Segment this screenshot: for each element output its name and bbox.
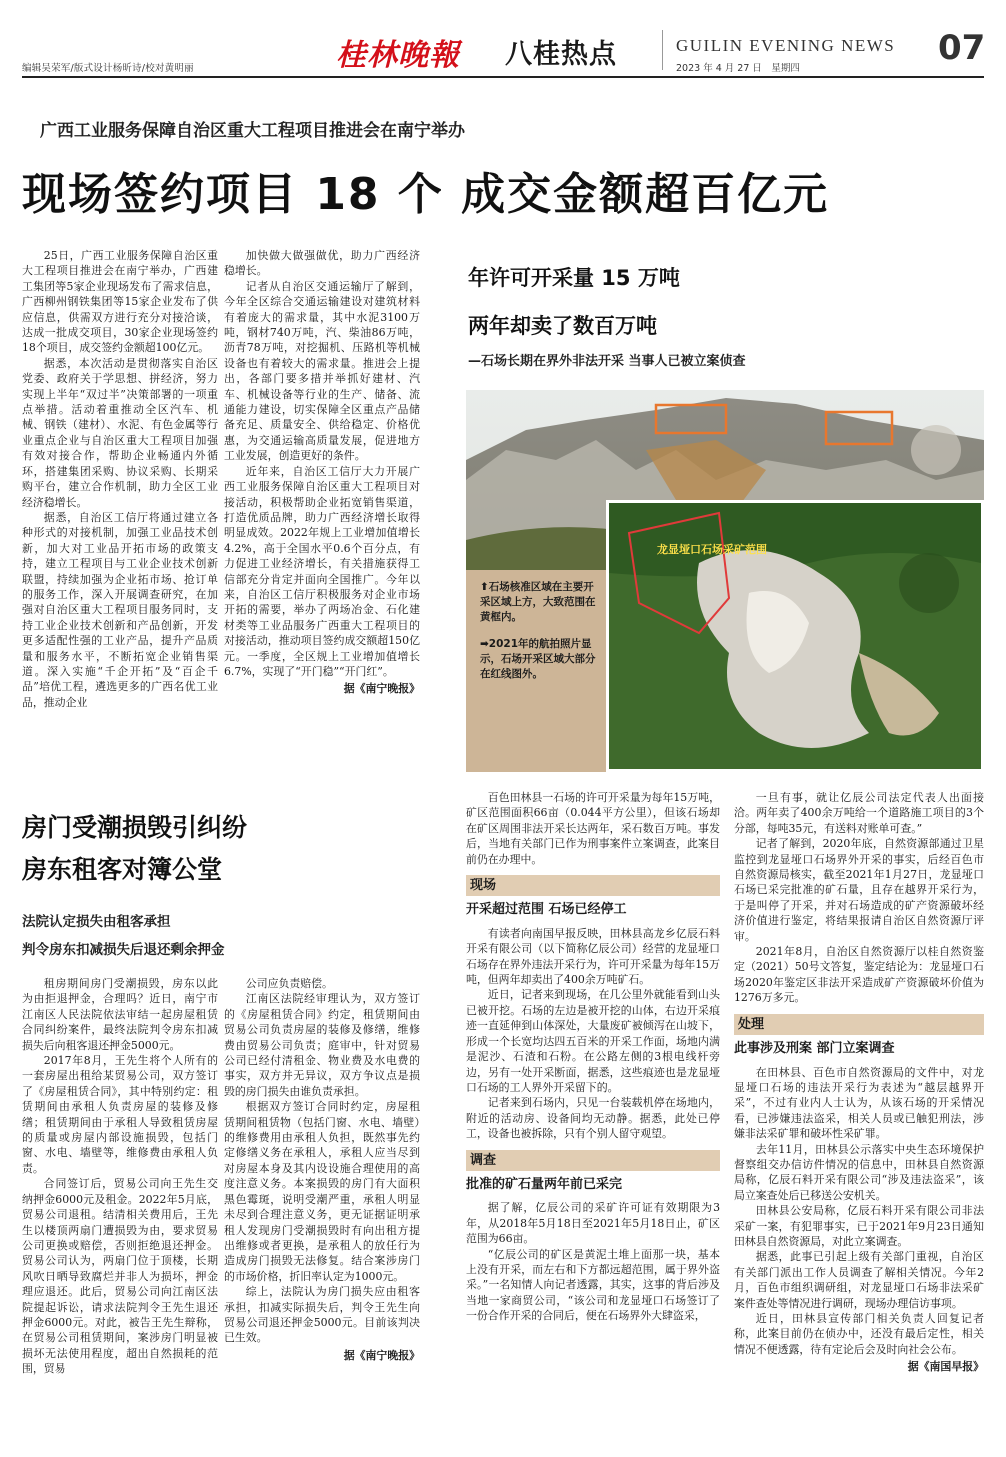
article2-headline-line1: 房门受潮损毁引纠纷 (22, 813, 248, 842)
article2-deck-line2: 判令房东扣减损失后退还剩余押金 (22, 942, 225, 958)
article3-column-1 (466, 790, 720, 1324)
paragraph: “亿辰公司的矿区是黄泥土堆上面那一块，基本上没有开采，而左右和下方都远超范围，属于界外盗采。”一名知情人向记者透露，其实，这事的背后涉及当地一家商贸公司，“该公司和龙显垭口石场签订了一份合作开采的合同后，便在石场界外大肆盗采， (466, 1247, 720, 1323)
paragraph: 据悉，本次活动是贯彻落实自治区党委、政府关于学思想、拼经济，努力实现上半年“双过半”决策部署的一项重点举措。活动着重推动全区汽车、机械、钢铁（建材）、水泥、有色金属等行业重点企业与自治区重大工程项目加强有效对接合作，帮助企业畅通内外循环，搭建集团采购、协议采购、长期采购平台，建立合作机制，助力全区工业经济稳增长。 (22, 356, 218, 509)
article1-column-1 (22, 248, 218, 710)
paragraph: 2017年8月，王先生将个人所有的一套房屋出租给某贸易公司，双方签订了《房屋租赁合同》，其中特别约定：租赁期间由承租人负责房屋的装修及修缮；租赁期间由于承租人导致租赁房屋的质量或房屋内部设施损毁，包括门窗、水电、墙壁等，维修费由承租人负责。 (22, 1054, 218, 1175)
paragraph: 有读者向南国早报反映，田林县高龙乡亿辰石料开采有限公司（以下简称亿辰公司）经营的龙显垭口石场存在界外违法开采行为，许可开采量为每年15万吨，但两年却卖出了400余万吨矿石。 (466, 926, 720, 987)
issue-date: 2023 年 4 月 27 日 星期四 (676, 63, 800, 74)
article3-headline-line1: 年许可开采量 15 万吨 (468, 266, 680, 290)
article2-headline-line2: 房东租客对簿公堂 (22, 855, 223, 884)
article3-headline-line2: 两年却卖了数百万吨 (468, 314, 657, 338)
section-subhead-investigation: 批准的矿石量两年前已采完 (466, 1176, 623, 1192)
paragraph: 江南区法院经审理认为，双方签订的《房屋租赁合同》约定，租赁期间由贸易公司负责房屋的装修及修缮，维修费由贸易公司负责；庭审中，针对贸易公司已经付清租金、物业费及水电费的事实，双方并无异议，双方争议点是损毁的房门损失由谁负责承担。 (224, 992, 420, 1098)
paragraph: 百色田林县一石场的许可开采量为每年15万吨，矿区范围面积66亩（0.044平方公里），但该石场却在矿区周围非法开采长达两年，采石数百万吨。事发后，当地有关部门已作为刑事案件立案调查，此案目前仍在办理中。 (466, 791, 720, 866)
article1-source: 据《南宁晚报》 (343, 682, 420, 696)
article2-column-2 (224, 976, 420, 1363)
editor-credits: 编辑吴荣军/版式设计杨昕诗/校对黄明丽 (22, 63, 194, 74)
paragraph: 公司应负责赔偿。 (245, 977, 333, 990)
paragraph: 近年来，自治区工信厅大力开展广西工业服务保障自治区重大工程项目对接活动，积极帮助企业拓宽销售渠道，打造优质品牌，助力广西经济增长取得明显成效。2022年规上工业增加值增长4.2%，高于全国水平0.6个百分点，有力促进工业经济增长，有关措施获得工信部充分肯定并面向全国推广。今年以来，自治区工信厅积极服务对企业市场开拓的需要，举办了两场冶金、石化建材类等工业品服务广西重大工程项目的对接活动，推动项目签约成交额超150亿元。一季度，全区规上工业增加值增长6.7%，实现了“开门稳”“开门红”。 (224, 464, 420, 678)
paragraph: 合同签订后，贸易公司向王先生交纳押金6000元及租金。2022年5月底，贸易公司退租。结清相关费用后，王先生以楼顶两扇门遭损毁为由，要求贸易公司更换或赔偿，否则拒绝退还押金。贸易公司认为，两扇门位于顶楼，长期风吹日晒导致腐烂并非人为损坏，押金理应退还。此后，贸易公司向江南区法院提起诉讼，请求法院判令王先生退还押金6000元。对此，被告王先生辩称，在贸易公司租赁期间，案涉房门明显被损坏无法使用程度，超出自然损耗的范围，贸易 (22, 1177, 218, 1376)
paragraph: 综上，法院认为房门损失应由租客承担，扣减实际损失后，判令王先生向贸易公司退还押金5000元。目前该判决已生效。 (224, 1285, 420, 1345)
section-label-investigation: 调查 (466, 1150, 720, 1171)
article2-column-1 (22, 976, 218, 1377)
masthead-divider (662, 30, 663, 70)
paragraph: 租房期间房门受潮损毁，房东以此为由拒退押金，合理吗？近日，南宁市江南区人民法院依法审结一起房屋租赁合同纠纷案件，最终法院判令房东扣减损失后向租客退还押金5000元。 (22, 977, 218, 1052)
article3-source: 据《南国早报》 (907, 1360, 984, 1374)
paragraph: 记者了解到，2020年底，自然资源部通过卫星监控到龙显垭口石场界外开采的事实，后经百色市自然资源局核实，截至2021年1月27日，龙显垭口石场已采完批准的矿石量，且存在越界开采行为，于是叫停了开采，并对石场造成的矿产资源破坏经济价值进行鉴定，将结果报请自治区自然资源厅评审。 (734, 837, 984, 943)
section-title: 八桂热点 (505, 39, 617, 70)
paragraph: 在田林县、百色市自然资源局的文件中，对龙显垭口石场的违法开采行为表述为“越层越界开采”，不过有业内人士认为，从该石场的开采情况看，已涉嫌违法盗采，相关人员或已触犯刑法，涉嫌非法采矿罪和破坏性采矿罪。 (734, 1065, 984, 1141)
paragraph: 记者来到石场内，只见一台装载机停在场地内，附近的活动房、设备间均无动静。据悉，此处已停工，设备也被拆除，只有个别人留守观望。 (466, 1096, 720, 1141)
paragraph: 根据双方签订合同时约定，房屋租赁期间租赁物（包括门窗、水电、墙壁）的维修费用由承租人负担，既然事先约定修缮义务在承租人，承租人应当尽到对房屋本身及其内设设施合理使用的高度注意义务。本案损毁的房门有大面积黑色霉斑，说明受潮严重，承租人明显未尽到合理注意义务，更无证据证明承租人发现房门受潮损毁时有向出租方提出维修或者更换，是承租人的放任行为造成房门损毁无法修复。结合案涉房门的市场价格，折旧率认定为1000元。 (224, 1100, 420, 1283)
paragraph: 记者从自治区交通运输厅了解到，今年全区综合交通运输建设对建筑材料有着庞大的需求量，其中水泥3100万吨，钢材740万吨，汽、柴油86万吨，沥青78万吨，对挖掘机、压路机等机械设备也有着较大的需求量。推进会上提出，各部门要多措并举抓好建材、汽车、机械设备等行业的生产、储备、流通能力建设，切实保障全区重点产品储备充足、质量安全、供给稳定、价格优惠，为交通运输高质量发展，促进地方工业发展，创造更好的条件。 (224, 279, 420, 463)
paragraph: 去年11月，田林县公示落实中央生态环境保护督察组交办信访件情况的信息中，田林县自然资源局称，亿辰石料开采有限公司“涉及违法盗采”，该局立案查处后已移送公安机关。 (734, 1142, 984, 1202)
paragraph: 据了解，亿辰公司的采矿许可证有效期限为3年，从2018年5月18日至2021年5月18日止，矿区范围为66亩。 (466, 1201, 720, 1246)
inset-boundary-label: 龙显垭口石场采矿范围 (657, 543, 767, 556)
photo-caption-2: ➡2021年的航拍照片显示，石场开采区域大部分在红线图外。 (480, 638, 596, 680)
aerial-photo-inset (606, 500, 984, 772)
section-label-scene: 现场 (466, 875, 720, 896)
paragraph: 25日，广西工业服务保障自治区重大工程项目推进会在南宁举办，广西建工集团等5家企业现场发布了需求信息，广西柳州钢铁集团等15家企业发布了供应信息，供需双方进行充分对接洽谈，达成一批成交项目，30家企业现场签约18个项目，成交签约金额超100亿元。 (22, 249, 218, 355)
article3-deck: —石场长期在界外非法开采 当事人已被立案侦查 (468, 354, 746, 369)
masthead-rule (22, 76, 984, 78)
photo-caption-box (466, 570, 606, 772)
article2-source: 据《南宁晚报》 (343, 1348, 420, 1362)
newspaper-english-name: GUILIN EVENING NEWS (676, 36, 896, 55)
paragraph: 加快做大做强做优，助力广西经济稳增长。 (224, 249, 420, 278)
section-subhead-scene: 开采超过范围 石场已经停工 (466, 902, 627, 918)
paragraph: 一旦有事，就让亿辰公司法定代表人出面接洽。两年卖了400余万吨给一个道路施工项目的3个分部，每吨35元，有送料对账单可查。” (734, 791, 984, 835)
section-subhead-handling: 此事涉及刑案 部门立案调查 (734, 1041, 895, 1057)
article1-kicker: 广西工业服务保障自治区重大工程项目推进会在南宁举办 (40, 121, 465, 141)
paragraph: 据悉，自治区工信厅将通过建立各种形式的对接机制，加强工业品技术创新，加大对工业品开拓市场的政策支持，建立工程项目与工业企业技术创新联盟，持续加强为企业拓市场、抢订单的服务工作，深入开展调查研究，在加强对自治区重大工程项目服务同时，支持工业企业技术创新和产品创新，开发更多适配性强的工业产品，提升产品质量和服务水平，不断拓宽企业销售渠道。深入实施“千企开拓”及“百企千品”培优工程，遴选更多的广西名优工业品，推动企业 (22, 510, 218, 709)
paragraph: 田林县公安局称，亿辰石料开采有限公司非法采矿一案，有犯罪事实，已于2021年9月23日通知田林县自然资源局，对此立案调查。 (734, 1204, 984, 1248)
paragraph: 近日，田林县宣传部门相关负责人回复记者称，此案目前仍在侦办中，还没有最后定性，相关情况不便透露，待有定论后会及时向社会公布。 (734, 1312, 984, 1356)
article2-deck-line1: 法院认定损失由租客承担 (22, 914, 171, 930)
section-label-handling: 处理 (734, 1014, 984, 1035)
article3-column-2 (734, 790, 984, 1375)
photo-caption-1: ⬆石场核准区域在主要开采区域上方，大致范围在黄框内。 (480, 581, 596, 623)
paragraph: 近日，记者来到现场，在几公里外就能看到山头已被开挖。石场的左边是被开挖的山体，右边开采痕迹一直延伸到山体深处，大量废矿被倾泻在山坡下，形成一个长宽均达四五百米的开采工作面，场地内满是泥沙、石渣和石粉。在公路左侧的3根电线杆旁边，另有一处开采断面，据悉，这些痕迹也是龙显垭口石场的工人界外开采留下的。 (466, 988, 720, 1094)
article1-column-2 (224, 248, 420, 697)
aerial-photo-graphic (609, 503, 981, 769)
newspaper-logo: 桂林晚報 (336, 38, 460, 73)
paragraph: 据悉，此事已引起上级有关部门重视，自治区有关部门派出工作人员调查了解相关情况。今年2月，百色市组织调研组，对龙显垭口石场非法采矿案件查处等情况进行调研，现场办理信访事项。 (734, 1250, 984, 1310)
article1-headline: 现场签约项目 18 个 成交金额超百亿元 (22, 169, 830, 220)
paragraph: 2021年8月，自治区自然资源厅以桂自然资鉴定（2021）50号文答复，鉴定结论为：龙显垭口石场2020年鉴定区非法开采造成矿产资源破坏价值为1276万多元。 (734, 945, 984, 1005)
page-number: 07 (938, 28, 986, 68)
